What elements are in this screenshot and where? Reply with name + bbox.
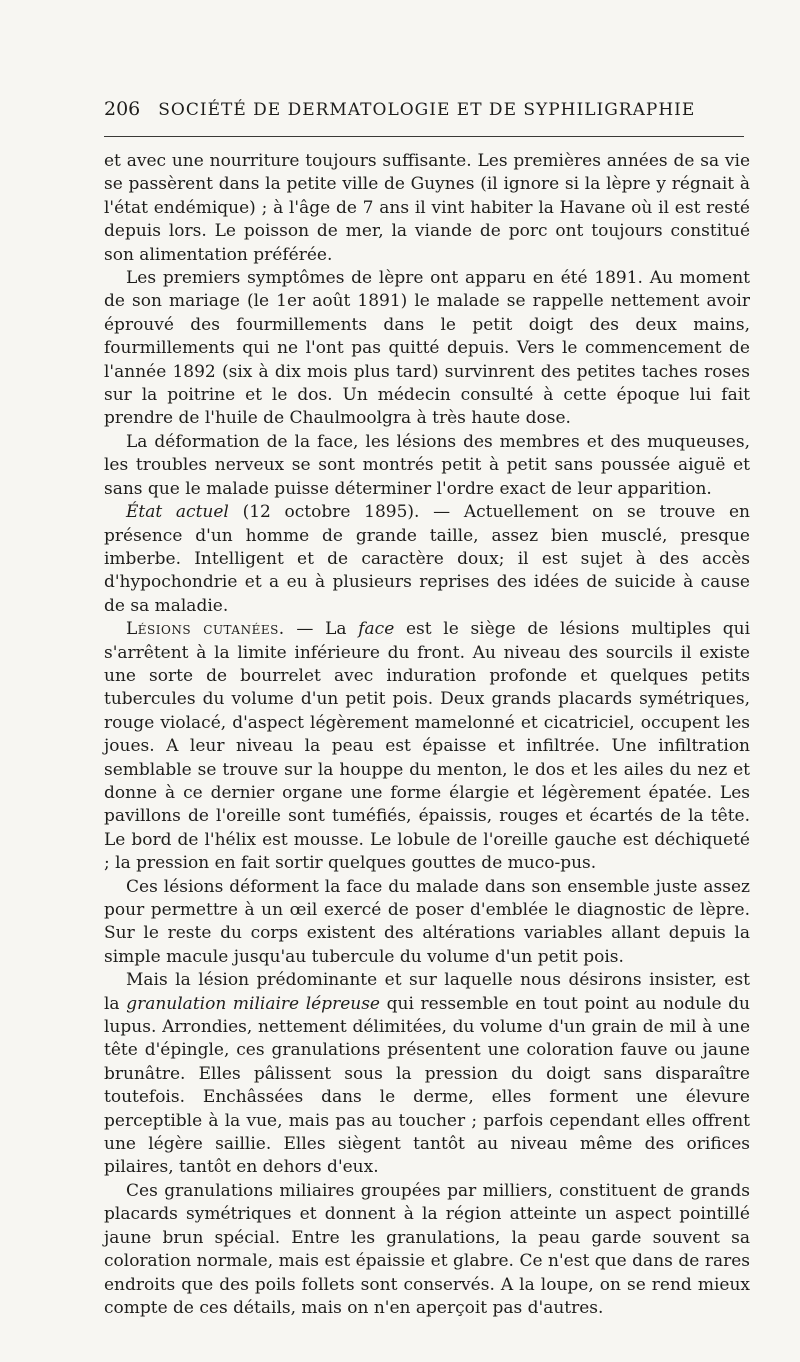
paragraph-7: [104, 969, 750, 1180]
paragraph-5: [104, 618, 750, 875]
paragraph-2: Les premiers symptômes de lèpre ont apparu en été 1891. Au moment de son mariage (le 1er août 1891) le malade se rappelle nettement avoir éprouvé des fourmillements dans le petit doigt des deux mains, fourmillements qui ne l'ont pas quitté depuis. Vers le commencement de l'année 1892 (six à dix mois plus tard) survinrent des petites taches roses sur la poitrine et le dos. Un médecin consulté à cette époque lui fait prendre de l'huile de Chaulmoolgra à très haute dose.: [104, 268, 750, 429]
paragraph-5-dash: — La: [296, 619, 347, 640]
paragraph-4: [104, 501, 750, 618]
face-term: face: [358, 619, 395, 640]
paragraph-5-text: est le siège de lésions multiples qui s'arrêtent à la limite inférieure du front. Au niveau des sourcils il existe une sorte de bourrelet avec induration profonde et quelques petits tubercules du volume d'un petit pois. Deux grands placards symétriques, rouge violacé, d'aspect légèrement mamelonné et cicatriciel, occupent les joues. A leur niveau la peau est épaisse et infiltrée. Une infiltration semblable se trouve sur la houppe du menton, le dos et les ailes du nez et donne à ce dernier organe une forme élargie et légèrement épatée. Les pavillons de l'oreille sont tuméfiés, épaissis, rouges et écartés de la tête. Le bord de l'hélix est mousse. Le lobule de l'oreille gauche est déchiqueté ; la pression en fait sortir quelques gouttes de muco-pus.: [104, 619, 751, 874]
page-number: 206: [104, 98, 141, 120]
paragraph-7-start: Mais la lésion prédominante et sur laquelle nous désirons insister, est la: [104, 970, 750, 1014]
lesions-cutanees-heading: Lésions cutanées.: [126, 619, 285, 640]
body-text: [104, 150, 750, 1320]
running-title: SOCIÉTÉ DE DERMATOLOGIE ET DE SYPHILIGRAPHIE: [158, 100, 696, 120]
paragraph-3: La déformation de la face, les lésions des membres et des muqueuses, les troubles nerveux se sont montrés petit à petit sans poussée aiguë et sans que le malade puisse déterminer l'ordre exact de leur apparition.: [104, 431, 750, 499]
paragraph-6: Ces lésions déforment la face du malade dans son ensemble juste assez pour permettre à un œil exercé de poser d'emblée le diagnostic de lèpre. Sur le reste du corps existent des altérations variables allant depuis la simple macule jusqu'au tubercule du volume d'un petit pois.: [104, 876, 750, 967]
etat-actuel-heading: État actuel: [126, 502, 229, 523]
paragraph-7-text: qui ressemble en tout point au nodule du lupus. Arrondies, nettement délimitées, du volume d'un grain de mil à une tête d'épingle, ces granulations présentent une coloration fauve ou jaune brunâtre. Elles pâlissent sous la pression du doigt sans disparaître toutefois. Enchâssées dans le derme, elles forment une élevure perceptible à la vue, mais pas au toucher ; parfois cependant elles offrent une légère saillie. Elles siègent tantôt au niveau même des orifices pilaires, tantôt en dehors d'eux.: [104, 993, 751, 1178]
header-rule: [104, 136, 744, 137]
paragraph-1: et avec une nourriture toujours suffisante. Les premières années de sa vie se passèrent dans la petite ville de Guynes (il ignore si la lèpre y régnait à l'état endémique) ; à l'âge de 7 ans il vint habiter la Havane où il est resté depuis lors. Le poisson de mer, la viande de porc ont toujours constitué son alimentation préférée.: [104, 151, 750, 265]
granulation-term: granulation miliaire lépreuse: [126, 993, 380, 1014]
running-header: [104, 98, 750, 120]
paragraph-8: Ces granulations miliaires groupées par milliers, constituent de grands placards symétriques et donnent à la région atteinte un aspect pointillé jaune brun spécial. Entre les granulations, la peau garde souvent sa coloration normale, mais est épaissie et glabre. Ce n'est que dans de rares endroits que des poils follets sont conservés. A la loupe, on se rend mieux compte de ces détails, mais on n'en aperçoit pas d'autres.: [104, 1180, 750, 1318]
paragraph-4-text: (12 octobre 1895). — Actuellement on se trouve en présence d'un homme de grande taille, assez bien musclé, presque imberbe. Intelligent et de caractère doux; il est sujet à des accès d'hypochondrie et a eu à plusieurs reprises des idées de suicide à cause de sa maladie.: [104, 502, 751, 616]
